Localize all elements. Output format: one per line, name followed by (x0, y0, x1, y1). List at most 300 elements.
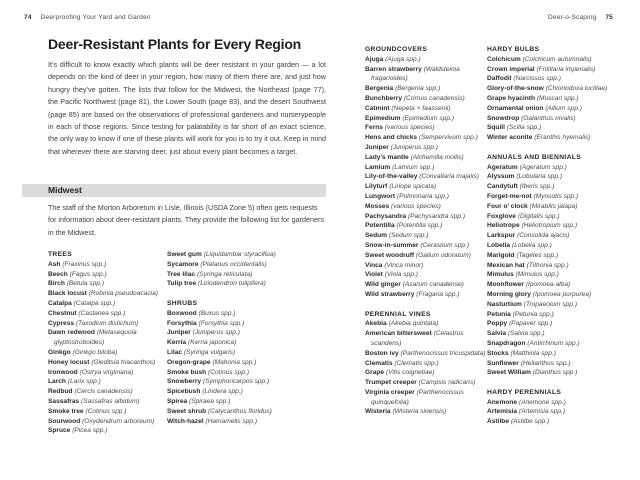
plant-scientific-name: (Castanea spp.) (78, 309, 126, 317)
plant-scientific-name: (Helianthus spp.) (520, 359, 571, 367)
plant-common-name: Grape hyacinth (487, 94, 537, 102)
plant-common-name: Oregon-grape (167, 358, 213, 366)
plant-common-name: Lamium (365, 163, 393, 171)
plant-scientific-name: (Ajuga spp.) (385, 55, 421, 63)
plant-common-name: Sassafras (48, 397, 81, 405)
plant-scientific-name: (Epimedium spp.) (402, 114, 455, 122)
plant-list-item (167, 250, 280, 260)
plant-list-item (487, 398, 613, 408)
plant-scientific-name: (Matthiola spp.) (510, 349, 556, 357)
plant-list-item (487, 310, 613, 320)
plant-common-name: Birch (48, 280, 67, 288)
plant-scientific-name: (Mimulus spp.) (515, 271, 559, 279)
plant-common-name: Spirea (167, 397, 189, 405)
plant-common-name: Violet (365, 271, 385, 279)
plant-scientific-name: (Alchemilla mollis) (410, 153, 464, 161)
plant-scientific-name: (Lamium spp.) (392, 163, 435, 171)
plant-scientific-name: (Calycanthus floridus) (208, 407, 272, 415)
plant-scientific-name: (various species) (384, 124, 435, 132)
running-head-right-text: Deer-o-Scaping (548, 14, 597, 21)
plant-common-name: Marigold (487, 251, 517, 259)
plant-scientific-name: (Taxodium distichum) (75, 319, 139, 327)
plant-list-item (365, 143, 487, 153)
plant-list-item (365, 182, 487, 192)
plant-list-item (48, 328, 166, 348)
plant-common-name: Catalpa (48, 299, 74, 307)
plant-list-item (365, 84, 487, 94)
plant-scientific-name: (Vitis coignetiae) (385, 369, 435, 377)
plant-group-heading: SHRUBS (167, 299, 198, 307)
plant-scientific-name: (Fritillaria imperialis) (536, 65, 596, 73)
plant-list-item (167, 270, 280, 280)
plant-group-heading: HARDY BULBS (487, 46, 540, 53)
plant-scientific-name: (Celastrus scandens) (371, 330, 464, 347)
plant-list-item (365, 280, 487, 290)
plant-list-item (167, 358, 280, 368)
plant-scientific-name: (Lobelia spp.) (511, 241, 552, 249)
plant-scientific-name: (Ginkgo biloba) (72, 348, 118, 356)
plant-scientific-name: (Viola spp.) (384, 271, 418, 279)
plant-common-name: Alyssum (487, 173, 517, 181)
plant-list-item (365, 329, 487, 349)
plant-list-item (487, 114, 613, 124)
plant-list-item (365, 212, 487, 222)
plant-list-item (487, 261, 613, 271)
plant-common-name: Wisteria (365, 408, 393, 416)
plant-common-name: Stocks (487, 349, 511, 357)
plant-scientific-name: (Fraxinus spp.) (62, 260, 107, 268)
plant-scientific-name: (Heliotropium spp.) (521, 222, 578, 230)
plant-list-item (487, 94, 613, 104)
plant-column-bulbs-annuals-perennials (487, 45, 613, 427)
plant-common-name: Pachysandra (365, 212, 408, 220)
running-head-left-text: Deerproofing Your Yard and Garden (40, 14, 151, 21)
plant-group-heading: TREES (48, 251, 73, 258)
plant-column-groundcovers-vines (365, 45, 487, 417)
plant-scientific-name: (Liriodendron tulipifera) (198, 280, 266, 288)
section-heading: Midwest (48, 185, 82, 195)
plant-scientific-name: (Robinia pseudoacacia) (88, 290, 158, 298)
plant-list-item (487, 417, 613, 427)
plant-common-name: Witch-hazel (167, 417, 206, 425)
plant-scientific-name: (Anemone spp.) (518, 398, 566, 406)
plant-scientific-name: (Astilbe spp.) (510, 418, 550, 426)
plant-scientific-name: (Colchicum autumnalis) (522, 55, 592, 63)
plant-group-heading: HARDY PERENNIALS (487, 388, 562, 396)
plant-list-item (487, 231, 613, 241)
plant-scientific-name: (Parthenocissus quinquefolia) (371, 388, 464, 406)
plant-scientific-name: (Lindera spp.) (202, 388, 243, 396)
plant-list-item (487, 123, 613, 133)
plant-common-name: Barren strawberry (365, 65, 424, 73)
plant-list-item (487, 270, 613, 280)
plant-group-heading: PERENNIAL VINES (365, 310, 431, 318)
plant-list-item (48, 348, 166, 358)
plant-common-name: Sunflower (487, 359, 521, 367)
plant-common-name: Lily-of-the-valley (365, 173, 420, 181)
plant-common-name: Colchicum (487, 55, 523, 63)
plant-common-name: Ornamental onion (487, 104, 546, 112)
plant-common-name: Kerria (167, 339, 188, 347)
plant-scientific-name: (Pachysandra spp.) (407, 212, 466, 220)
plant-list-item (48, 270, 166, 280)
plant-common-name: Morning glory (487, 290, 533, 298)
plant-list-item (487, 104, 613, 114)
plant-common-name: Nasturtium (487, 300, 524, 308)
plant-common-name: Trumpet creeper (365, 379, 419, 387)
plant-common-name: Juniper (167, 329, 193, 337)
plant-scientific-name: (Clematis spp.) (394, 359, 439, 367)
plant-list-item (48, 309, 166, 319)
plant-common-name: Lilyturf (365, 183, 390, 191)
intro-paragraph: It’s difficult to know exactly which plants will be deer resistant in your garden — a lot depends on the kind of deer in your region, how many of them there are, and just how hungry they’ve gotten. The lists that follow for the Midwest, the Northeast (page 77), the Pacific Northwest (page 81), the Lower South (page 83), and the desert Southwest (page 85) are based on the observations of professional gardeners and nurserypeople in each of those regions. Since testing for palatability is far short of an exact science, the only way to know if one of these plants will work for you is to try it out. Keep in mind that wherever there are starving deer, just about every plant becomes a target. (48, 60, 326, 156)
plant-list-item (167, 377, 280, 387)
plant-list-item (487, 163, 613, 173)
plant-common-name: Candytuft (487, 183, 520, 191)
plant-common-name: Chestnut (48, 309, 79, 317)
plant-list-item (365, 65, 487, 85)
plant-common-name: Ajuga (365, 55, 386, 63)
plant-common-name: Wild strawberry (365, 290, 417, 298)
plant-list-item (48, 319, 166, 329)
plant-list-item (365, 114, 487, 124)
plant-list-item (48, 289, 166, 299)
plant-scientific-name: (Cornus canadensis) (403, 94, 465, 102)
plant-common-name: Sedum (365, 232, 389, 240)
plant-scientific-name: (Gleditsia triacanthos) (91, 358, 156, 366)
plant-list-item (365, 388, 487, 408)
plant-common-name: Mosses (365, 202, 392, 210)
plant-scientific-name: (Ipomoea purpurea) (532, 290, 592, 298)
plant-scientific-name: (Galanthus nivalis) (521, 114, 576, 122)
plant-list-item (487, 182, 613, 192)
plant-common-name: Catmint (365, 104, 392, 112)
plant-list-item (48, 279, 166, 289)
plant-common-name: Boxwood (167, 309, 199, 317)
plant-list-item (365, 55, 487, 65)
plant-common-name: Ginkgo (48, 348, 73, 356)
plant-scientific-name: (Mirabilis jalapa) (529, 202, 578, 210)
plant-scientific-name: (various species) (391, 202, 441, 210)
plant-scientific-name: (Vinca minor) (384, 261, 424, 269)
plant-list-item (365, 123, 487, 133)
plant-common-name: Sweet gum (167, 251, 204, 258)
plant-common-name: Tree lilac (167, 270, 198, 278)
plant-common-name: Sweet woodruff (365, 251, 416, 259)
plant-column-trees-shrubs (167, 250, 280, 426)
plant-scientific-name: (Liquidambar styraciflua) (203, 251, 276, 258)
plant-list-item (487, 84, 613, 94)
plant-scientific-name: (Syringa vulgaris) (183, 348, 236, 356)
plant-column-trees (48, 250, 166, 436)
plant-scientific-name: (Cercis canadensis) (74, 388, 133, 396)
plant-scientific-name: (Potentilla spp.) (396, 222, 443, 230)
plant-scientific-name: (Campsis radicans) (418, 379, 476, 387)
plant-common-name: Smoke bush (167, 368, 209, 376)
plant-list-item (48, 368, 166, 378)
plant-scientific-name: (Hamamelis spp.) (205, 417, 258, 425)
plant-list-item (487, 212, 613, 222)
plant-common-name: Winter aconite (487, 134, 535, 142)
plant-common-name: Cypress (48, 319, 76, 327)
plant-list-item (487, 241, 613, 251)
plant-list-item (487, 339, 613, 349)
plant-common-name: Ironwood (48, 368, 80, 376)
plant-list-item (365, 172, 487, 182)
plant-list-item (48, 260, 166, 270)
plant-common-name: Tulip tree (167, 280, 199, 288)
plant-list-item (167, 309, 280, 319)
plant-scientific-name: (Ostrya virginiana) (79, 368, 134, 376)
plant-common-name: Black locust (48, 290, 89, 298)
plant-common-name: American bittersweet (365, 330, 434, 338)
page-number-right: 75 (605, 14, 613, 21)
plant-scientific-name: (Kerria japonica) (187, 339, 237, 347)
running-head-right (548, 14, 613, 21)
running-head-left (24, 14, 151, 21)
plant-list-item (365, 270, 487, 280)
plant-common-name: Sycamore (167, 260, 201, 268)
plant-scientific-name: (Papaver spp.) (508, 320, 553, 328)
plant-group-heading: GROUNDCOVERS (365, 46, 428, 53)
plant-list-item (48, 358, 166, 368)
plant-common-name: Ferns (365, 124, 385, 132)
plant-common-name: Hens and chicks (365, 134, 419, 142)
plant-scientific-name: (Platanus occidentalis) (200, 260, 267, 268)
plant-list-item (167, 387, 280, 397)
plant-list-item (365, 407, 487, 417)
plant-scientific-name: (Bergenia spp.) (395, 85, 441, 93)
plant-common-name: Honey locust (48, 358, 92, 366)
plant-common-name: Salvia (487, 330, 508, 338)
plant-common-name: Epimedium (365, 114, 403, 122)
plant-common-name: Boston ivy (365, 349, 401, 357)
plant-list-item (365, 319, 487, 329)
plant-common-name: Four o’ clock (487, 202, 530, 210)
plant-scientific-name: (Akebia quintata) (388, 320, 439, 328)
plant-list-item (365, 349, 487, 359)
plant-common-name: Grape (365, 369, 386, 377)
plant-list-item (365, 241, 487, 251)
plant-scientific-name: (Forsythia spp.) (198, 319, 245, 327)
plant-common-name: Forget-me-not (487, 192, 534, 200)
plant-common-name: Spruce (48, 427, 73, 435)
plant-common-name: Sweet William (487, 369, 533, 377)
plant-list-item (365, 163, 487, 173)
plant-scientific-name: (Liriope spicata) (389, 183, 437, 191)
plant-common-name: Snapdragon (487, 339, 528, 347)
plant-common-name: Anemone (487, 398, 519, 406)
plant-common-name: Larch (48, 378, 68, 386)
plant-scientific-name: (Sassafras albidum) (81, 397, 140, 405)
plant-scientific-name: (Sedum spp.) (388, 232, 429, 240)
plant-list-item (167, 338, 280, 348)
plant-scientific-name: (Larix spp.) (67, 378, 101, 386)
plant-common-name: Forsythia (167, 319, 199, 327)
plant-scientific-name: (Spiraea spp.) (189, 397, 231, 405)
plant-list-item (365, 251, 487, 261)
plant-list-item (487, 55, 613, 65)
plant-scientific-name: (Tithonia spp.) (526, 261, 569, 269)
plant-scientific-name: (Pulmonaria spp.) (396, 192, 449, 200)
plant-scientific-name: (Consolida ajacis) (517, 232, 570, 240)
plant-scientific-name: (Ipomoea alba) (525, 281, 571, 289)
section-intro-paragraph: The staff of the Morton Arboretum in Lisle, Illinois (USDA Zone 5) often gets requests for information about deer-resistant plants. They provide the following list for gardeners in the Midwest. (48, 203, 324, 237)
plant-scientific-name: (Myosotis spp.) (533, 192, 579, 200)
plant-scientific-name: (Ageratum spp.) (519, 163, 567, 171)
plant-common-name: Bergenia (365, 85, 396, 93)
plant-common-name: Snow-in-summer (365, 241, 421, 249)
plant-list-item (48, 426, 166, 436)
plant-common-name: Clematis (365, 359, 395, 367)
plant-scientific-name: (Salvia spp.) (507, 330, 545, 338)
plant-list-item (487, 359, 613, 369)
plant-scientific-name: (Betula spp.) (66, 280, 105, 288)
plant-list-item (487, 349, 613, 359)
plant-scientific-name: (Iberis spp.) (519, 183, 555, 191)
plant-scientific-name: (Cotinus spp.) (208, 368, 250, 376)
plant-list-item (365, 368, 487, 378)
plant-common-name: Glory-of-the-snow (487, 85, 546, 93)
plant-common-name: Ageratum (487, 163, 520, 171)
plant-list-item (487, 368, 613, 378)
plant-list-item (48, 417, 166, 427)
plant-common-name: Heliotrope (487, 222, 522, 230)
plant-scientific-name: (Asarum canadense) (402, 281, 464, 289)
plant-scientific-name: (Cerastium spp.) (420, 241, 470, 249)
plant-common-name: Sweet shrub (167, 407, 209, 415)
plant-scientific-name: (Parthenocissus tricuspidata) (400, 349, 486, 357)
plant-list-item (48, 407, 166, 417)
plant-scientific-name: (Dianthus spp.) (532, 369, 578, 377)
plant-common-name: Lilac (167, 348, 184, 356)
page-number-left: 74 (24, 14, 32, 21)
plant-common-name: Astilbe (487, 418, 511, 426)
plant-scientific-name: (Metasequoia glyptostroboides) (54, 329, 137, 347)
section-heading-bar (22, 184, 326, 197)
plant-scientific-name: (Artemisia spp.) (518, 408, 566, 416)
plant-list-item (365, 231, 487, 241)
plant-common-name: Mexican hat (487, 261, 527, 269)
plant-scientific-name: (Lobularia spp.) (516, 173, 563, 181)
plant-common-name: Akebia (365, 320, 389, 328)
plant-scientific-name: (Juniperus spp.) (390, 143, 438, 151)
plant-list-item (487, 74, 613, 84)
plant-common-name: Squill (487, 124, 507, 132)
plant-scientific-name: (Galium odoratum) (415, 251, 471, 259)
plant-scientific-name: (Waldsteinia fragarioides) (371, 65, 460, 83)
plant-list-item (365, 290, 487, 300)
plant-scientific-name: (Eranthis hyemalis) (534, 134, 591, 142)
plant-common-name: Snowdrop (487, 114, 522, 122)
plant-scientific-name: (Tagetes spp.) (516, 251, 559, 259)
plant-list-item (365, 104, 487, 114)
plant-list-item (167, 407, 280, 417)
plant-common-name: Crown imperial (487, 65, 537, 73)
plant-scientific-name: (Digitalis spp.) (517, 212, 560, 220)
plant-common-name: Redbud (48, 388, 75, 396)
plant-scientific-name: (Petunia spp.) (512, 310, 554, 318)
plant-scientific-name: (Tropaeolum spp.) (523, 300, 578, 308)
plant-common-name: Foxglove (487, 212, 518, 220)
plant-common-name: Wild ginger (365, 281, 403, 289)
plant-scientific-name: (Antirrhinum spp.) (527, 339, 580, 347)
plant-list-item (487, 300, 613, 310)
plant-common-name: Poppy (487, 320, 509, 328)
plant-common-name: Sourwood (48, 417, 83, 425)
plant-list-item (487, 290, 613, 300)
plant-scientific-name: (Oxydendrum arboreum) (82, 417, 155, 425)
plant-scientific-name: (Fragaria spp.) (416, 290, 460, 298)
plant-list-item (487, 251, 613, 261)
plant-common-name: Snowberry (167, 378, 203, 386)
plant-scientific-name: (Nepeta × faassenii) (391, 104, 451, 112)
plant-list-item (487, 202, 613, 212)
plant-scientific-name: (Buxus spp.) (198, 309, 236, 317)
plant-scientific-name: (Convallaria majalis) (419, 173, 479, 181)
plant-common-name: Petunia (487, 310, 513, 318)
plant-list-item (365, 153, 487, 163)
plant-list-item (487, 172, 613, 182)
plant-common-name: Juniper (365, 143, 391, 151)
plant-scientific-name: (Mahonia spp.) (212, 358, 257, 366)
plant-common-name: Bunchberry (365, 94, 404, 102)
plant-list-item (167, 397, 280, 407)
plant-list-item (48, 377, 166, 387)
plant-common-name: Beech (48, 270, 70, 278)
plant-scientific-name: (Juniperus spp.) (192, 329, 240, 337)
plant-list-item (167, 279, 280, 289)
plant-scientific-name: (Scilla spp.) (506, 124, 542, 132)
plant-list-item (487, 407, 613, 417)
plant-common-name: Ash (48, 260, 63, 268)
plant-list-item (365, 359, 487, 369)
plant-list-item (167, 417, 280, 427)
plant-common-name: Lady’s mantle (365, 153, 411, 161)
plant-list-item (365, 192, 487, 202)
plant-common-name: Spicebush (167, 388, 203, 396)
plant-common-name: Potentilla (365, 222, 397, 230)
plant-list-item (487, 221, 613, 231)
plant-common-name: Moonflower (487, 281, 526, 289)
plant-list-item (167, 319, 280, 329)
plant-common-name: Vinca (365, 261, 385, 269)
plant-scientific-name: (Narcissus spp.) (513, 75, 562, 83)
plant-list-item (167, 368, 280, 378)
page-title: Deer-Resistant Plants for Every Region (48, 36, 302, 52)
plant-common-name: Daffodil (487, 75, 514, 83)
plant-list-item (167, 328, 280, 338)
plant-list-item (365, 261, 487, 271)
plant-list-item (487, 319, 613, 329)
plant-list-item (365, 221, 487, 231)
plant-list-item (48, 299, 166, 309)
plant-scientific-name: (Wisteria sinensis) (392, 408, 447, 416)
plant-list-item (487, 192, 613, 202)
plant-common-name: Lobelia (487, 241, 512, 249)
plant-scientific-name: (Syringa reticulata) (197, 270, 253, 278)
plant-list-item (365, 202, 487, 212)
plant-list-item (487, 280, 613, 290)
plant-scientific-name: (Catalpa spp.) (73, 299, 116, 307)
plant-group-heading: ANNUALS AND BIENNIALS (487, 153, 582, 161)
plant-list-item (365, 378, 487, 388)
plant-list-item (365, 94, 487, 104)
plant-scientific-name: (Chionodoxa luciliae) (545, 85, 608, 93)
plant-scientific-name: (Muscari spp.) (536, 94, 579, 102)
plant-scientific-name: (Allium spp.) (545, 104, 582, 112)
plant-list-item (167, 348, 280, 358)
